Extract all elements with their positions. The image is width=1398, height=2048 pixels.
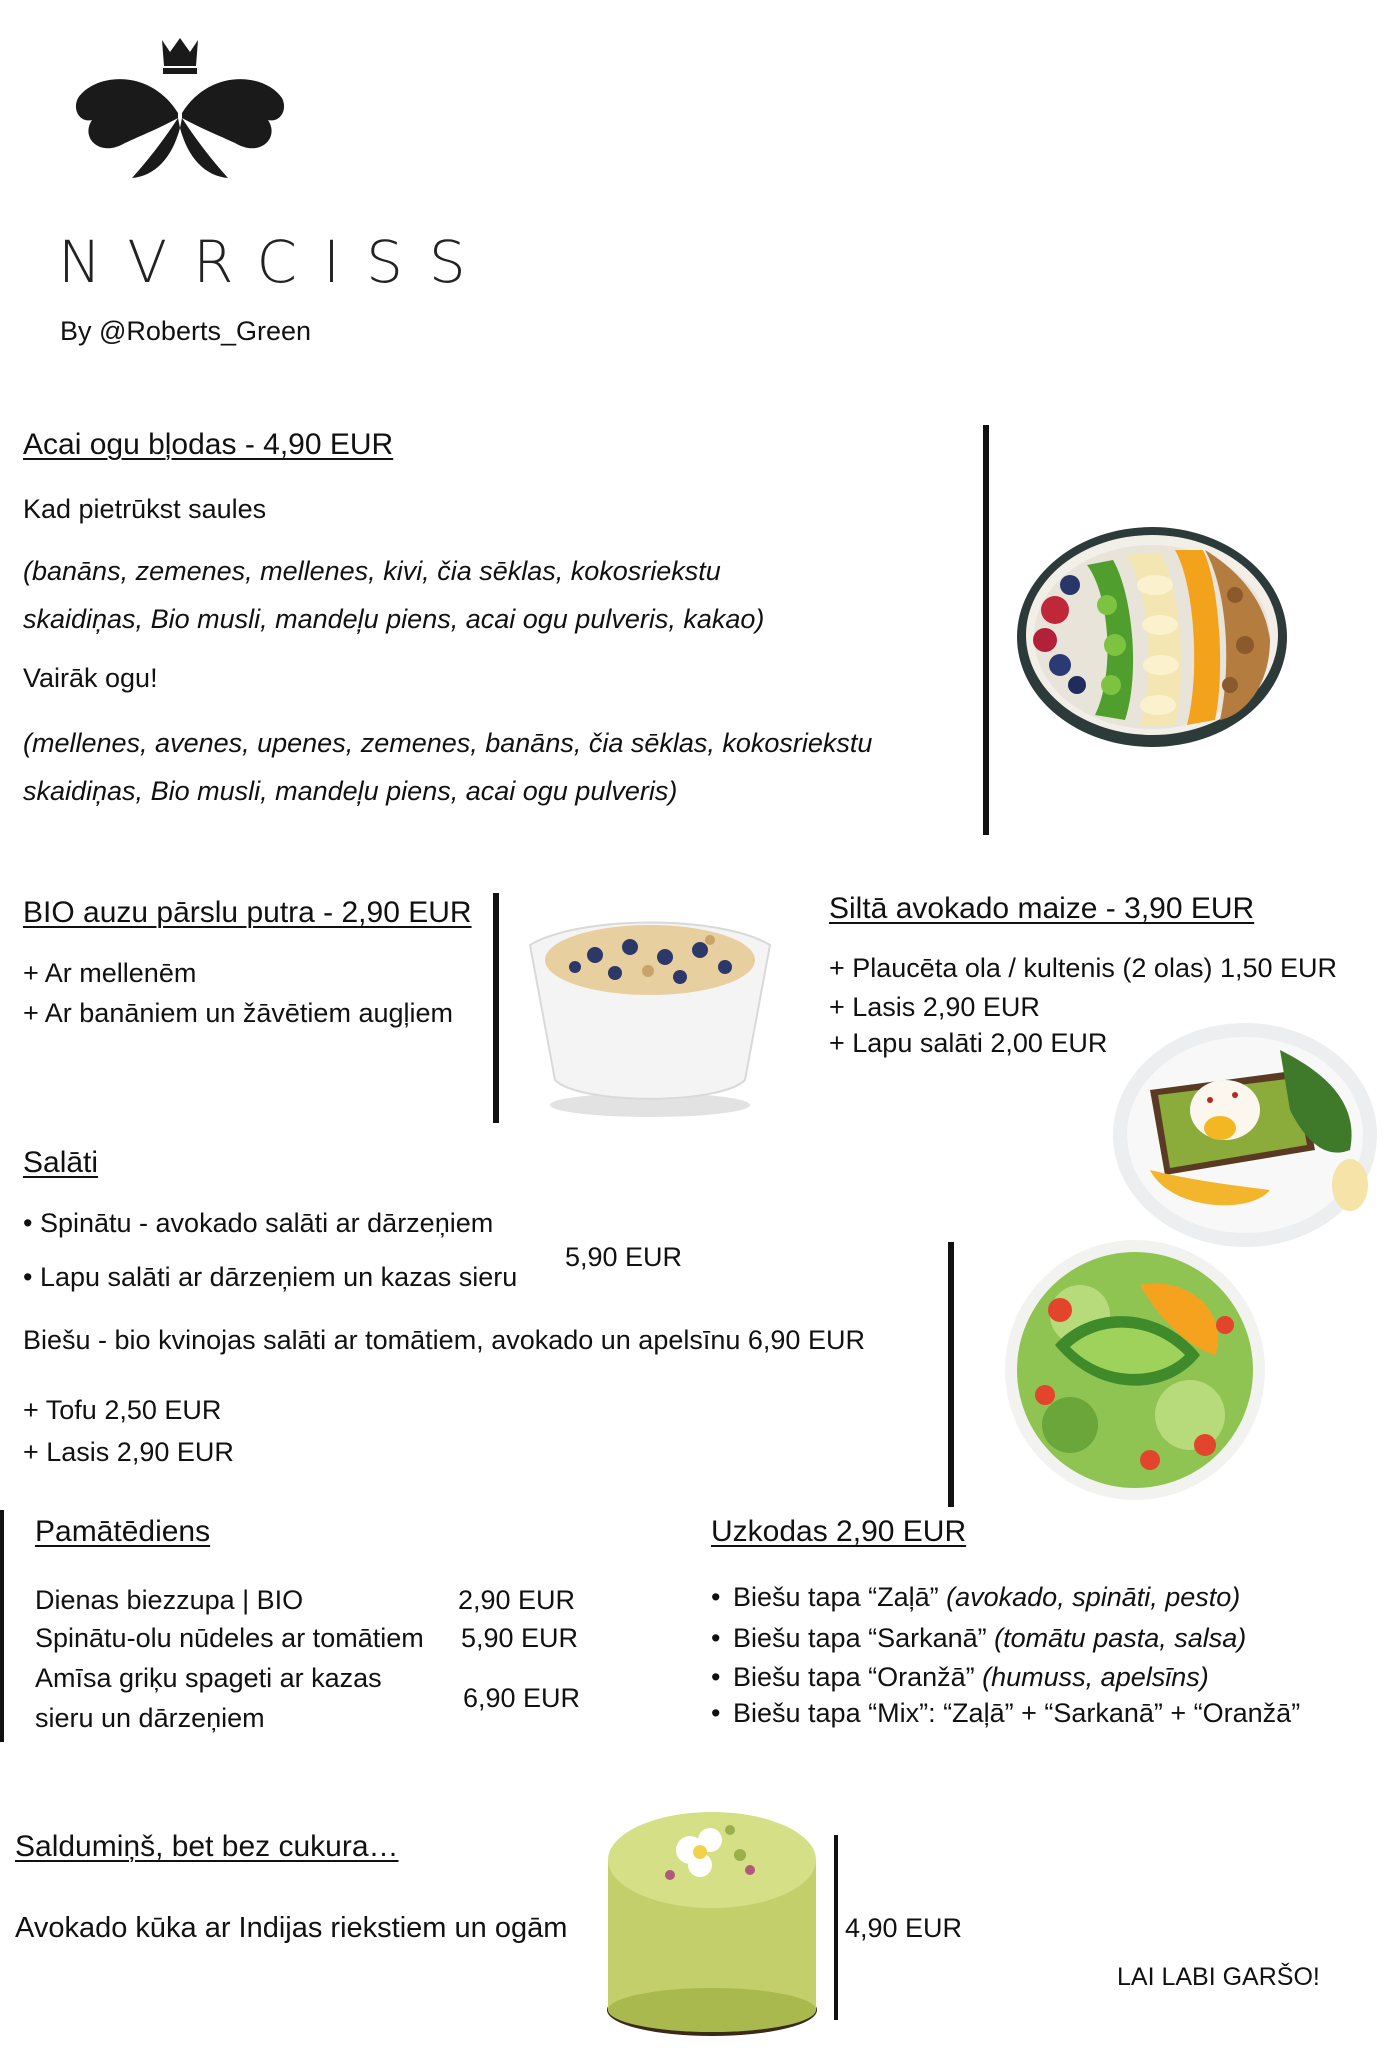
acai-item1-desc-line1: (banāns, zemenes, mellenes, kivi, čia sēklas, kokosriekstu	[23, 556, 721, 586]
avocado-bread-addon1: + Plaucēta ola / kultenis (2 olas) 1,50 EUR	[829, 953, 1338, 983]
avocado-bread-addon2: + Lasis 2,90 EUR	[829, 992, 1040, 1022]
snacks-item2	[711, 1623, 1246, 1654]
brand-logo	[70, 18, 290, 193]
mains-item1-name: Dienas biezzupa | BIO	[35, 1585, 304, 1615]
avocado-bread-heading: Siltā avokado maize - 3,90 EUR	[829, 892, 1255, 925]
snacks-heading: Uzkodas 2,90 EUR	[711, 1515, 967, 1548]
acai-bowl-photo	[1015, 525, 1290, 755]
snacks-item1-name: Biešu tapa “Zaļā”	[733, 1582, 939, 1612]
divider-acai	[983, 425, 989, 835]
mains-item1-price: 2,90 EUR	[458, 1585, 576, 1615]
salads-addon2: + Lasis 2,90 EUR	[23, 1437, 234, 1467]
oat-option2: + Ar banāniem un žāvētiem augļiem	[23, 998, 453, 1028]
oat-heading: BIO auzu pārslu putra - 2,90 EUR	[23, 896, 472, 929]
bullet-icon: •	[711, 1698, 721, 1728]
divider-salads	[948, 1242, 954, 1507]
snacks-item3-name: Biešu tapa “Oranžā”	[733, 1662, 975, 1692]
snacks-item1-desc: (avokado, spināti, pesto)	[946, 1582, 1241, 1612]
oat-option1: + Ar mellenēm	[23, 958, 197, 988]
mains-item3-name-line2: sieru un dārzeņiem	[35, 1703, 265, 1733]
salads-shared-price: 5,90 EUR	[565, 1242, 683, 1272]
salads-heading: Salāti	[23, 1146, 99, 1179]
divider-dessert	[834, 1835, 838, 2020]
acai-item2-desc-line1: (mellenes, avenes, upenes, zemenes, banāns, čia sēklas, kokosriekstu	[23, 728, 873, 758]
salads-item1-label: Spinātu - avokado salāti ar dārzeņiem	[39, 1208, 494, 1238]
mains-item3-price: 6,90 EUR	[463, 1683, 581, 1713]
narciss-logo-icon	[70, 18, 290, 188]
salads-item3: Biešu - bio kvinojas salāti ar tomātiem, avokado un apelsīnu 6,90 EUR	[23, 1325, 865, 1355]
snacks-item4	[711, 1698, 1300, 1729]
snacks-item1	[711, 1582, 1240, 1613]
brand-name: NVRCISS	[58, 228, 492, 296]
closing-text: LAI LABI GARŠO!	[1117, 1963, 1320, 1991]
snacks-item2-desc: (tomātu pasta, salsa)	[994, 1623, 1247, 1653]
snacks-item4-name: Biešu tapa “Mix”: “Zaļā” + “Sarkanā” + “Oranžā”	[733, 1698, 1301, 1728]
mains-item2-name: Spinātu-olu nūdeles ar tomātiem	[35, 1623, 424, 1653]
bullet-icon: •	[711, 1623, 721, 1653]
avocado-cake-photo	[600, 1800, 830, 2045]
dessert-heading: Saldumiņš, bet bez cukura…	[15, 1830, 399, 1863]
mains-heading: Pamātēdiens	[35, 1515, 211, 1548]
avocado-bread-addon3: + Lapu salāti 2,00 EUR	[829, 1028, 1108, 1058]
brand-byline: By @Roberts_Green	[60, 316, 312, 346]
salad-plate-photo	[1000, 1235, 1270, 1510]
salads-item2	[23, 1262, 517, 1293]
acai-item1-name: Kad pietrūkst saules	[23, 494, 267, 524]
dessert-price: 4,90 EUR	[845, 1913, 963, 1943]
bullet-icon: •	[711, 1582, 721, 1612]
snacks-item2-name: Biešu tapa “Sarkanā”	[733, 1623, 987, 1653]
salads-addon1: + Tofu 2,50 EUR	[23, 1395, 222, 1425]
acai-heading: Acai ogu bļodas - 4,90 EUR	[23, 428, 394, 461]
divider-oat	[493, 893, 499, 1123]
mains-item2-price: 5,90 EUR	[461, 1623, 579, 1653]
avocado-toast-photo	[1110, 1010, 1380, 1255]
divider-mains	[0, 1510, 4, 1742]
acai-item1-desc-line2: skaidiņas, Bio musli, mandeļu piens, acai ogu pulveris, kakao)	[23, 604, 765, 634]
oat-porridge-photo	[520, 905, 780, 1125]
snacks-item3	[711, 1662, 1209, 1693]
snacks-item3-desc: (humuss, apelsīns)	[982, 1662, 1209, 1692]
acai-item2-desc-line2: skaidiņas, Bio musli, mandeļu piens, acai ogu pulveris)	[23, 776, 678, 806]
salads-item1	[23, 1208, 493, 1239]
bullet-icon: •	[23, 1208, 33, 1238]
acai-item2-name: Vairāk ogu!	[23, 663, 158, 693]
salads-item2-label: Lapu salāti ar dārzeņiem un kazas sieru	[39, 1262, 518, 1292]
mains-item3-name-line1: Amīsa griķu spageti ar kazas	[35, 1663, 382, 1693]
dessert-item: Avokado kūka ar Indijas riekstiem un ogām	[15, 1912, 568, 1944]
bullet-icon: •	[711, 1662, 721, 1692]
bullet-icon: •	[23, 1262, 33, 1292]
